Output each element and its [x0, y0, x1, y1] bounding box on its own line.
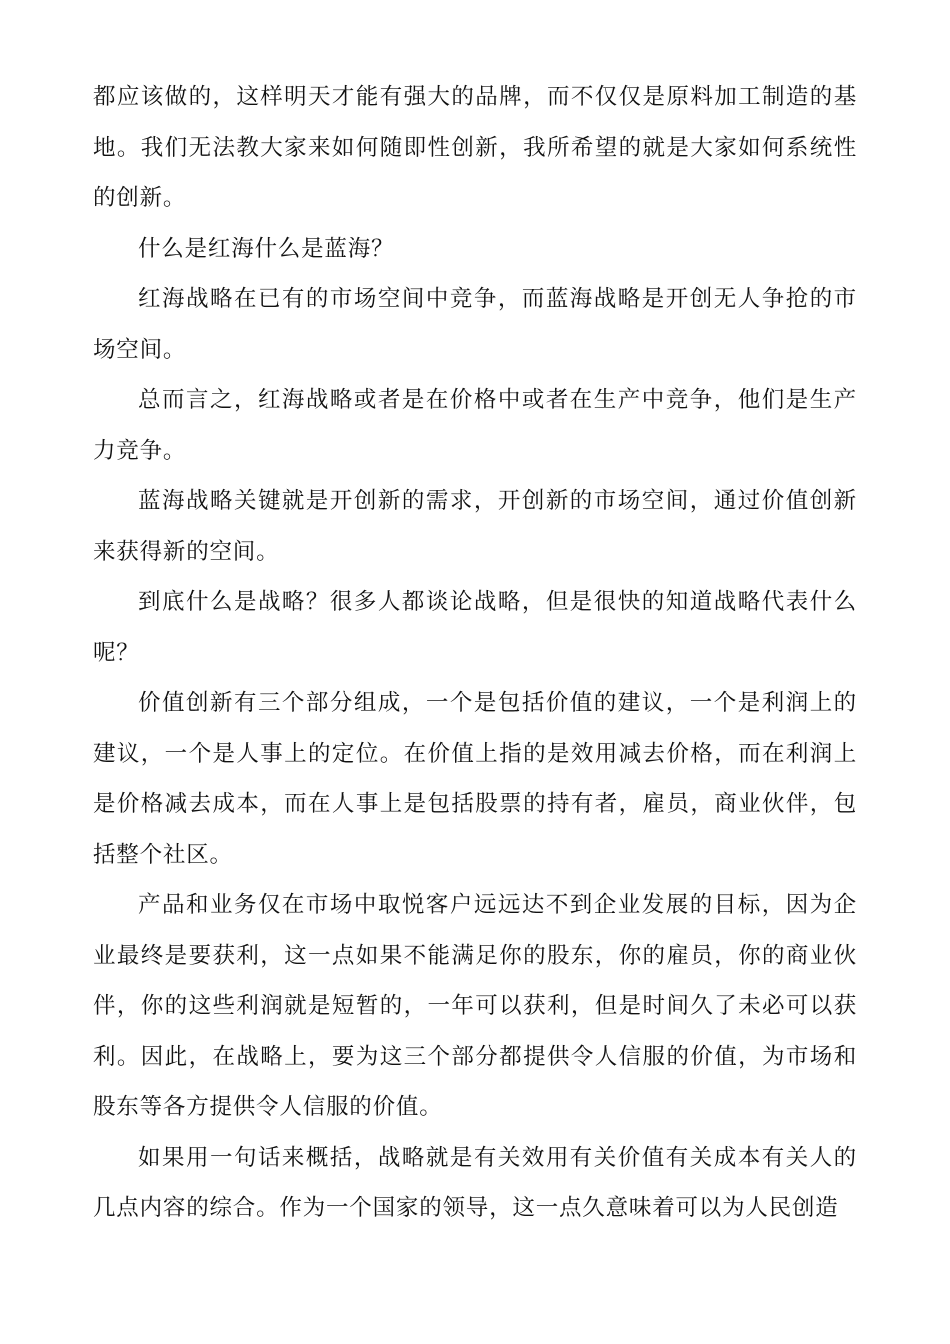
- paragraph-question-red-blue-sea: 什么是红海什么是蓝海？: [138, 235, 395, 262]
- paragraph-blue-sea-key: 蓝海战略关键就是开创新的需求，开创新的市场空间，通过价值创新来获得新的空间。: [93, 488, 857, 565]
- paragraph-products-and-business: 产品和业务仅在市场中取悦客户远远达不到企业发展的目标，因为企业最终是要获利，这一点如果不能满足你的股东，你的雇员，你的商业伙伴，你的这些利润就是短暂的，一年可以获利，但是时间久了未必可以获利。因此，在战略上，要为这三个部分都提供令人信服的价值，为市场和股东等各方提供令人信服的价值。: [93, 892, 857, 1120]
- paragraph-red-sea-summary: 总而言之，红海战略或者是在价格中或者在生产中竞争，他们是生产力竞争。: [93, 387, 857, 464]
- paragraph-strategy-summary: 如果用一句话来概括，战略就是有关效用有关价值有关成本有关人的几点内容的综合。作为一个国家的领导，这一点久意味着可以为人民创造: [93, 1144, 857, 1221]
- paragraph-what-is-strategy: 到底什么是战略？很多人都谈论战略，但是很快的知道战略代表什么呢？: [93, 589, 857, 666]
- paragraph-value-innovation: 价值创新有三个部分组成，一个是包括价值的建议，一个是利润上的建议，一个是人事上的定位。在价值上指的是效用减去价格，而在利润上是价格减去成本，而在人事上是包括股票的持有者，雇员，商业伙伴，包括整个社区。: [93, 690, 857, 868]
- paragraph-continued: 都应该做的，这样明天才能有强大的品牌，而不仅仅是原料加工制造的基地。我们无法教大家来如何随即性创新，我所希望的就是大家如何系统性的创新。: [93, 84, 857, 211]
- paragraph-red-vs-blue-strategy: 红海战略在已有的市场空间中竞争，而蓝海战略是开创无人争抢的市场空间。: [93, 286, 857, 363]
